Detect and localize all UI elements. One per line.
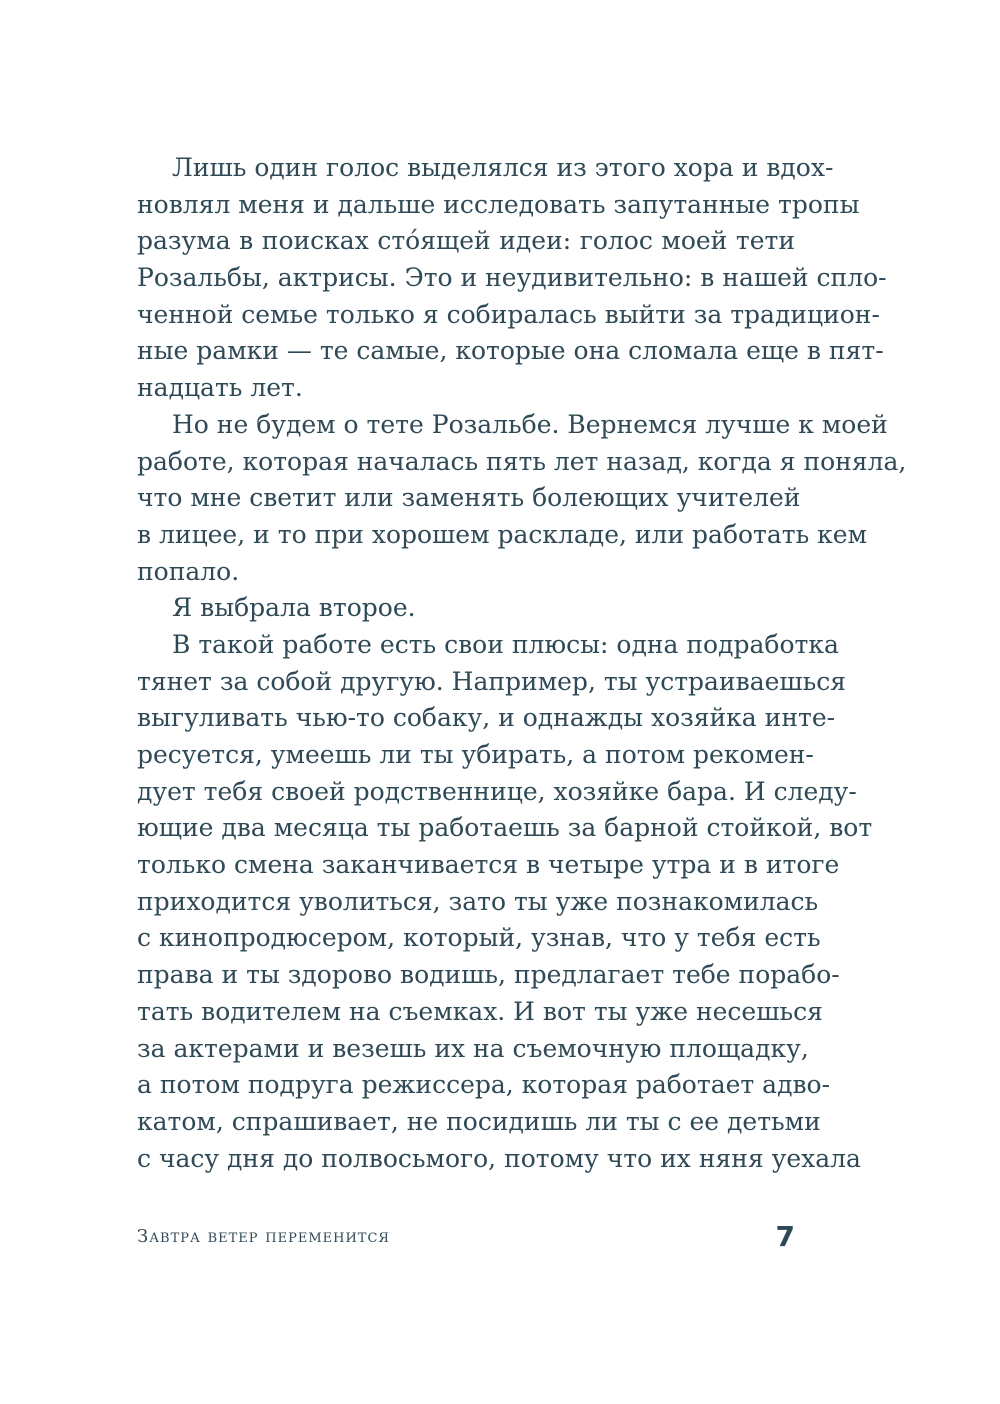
text-line: дует тебя своей родственнице, хозяйке бара. И следу- — [137, 776, 857, 806]
text-line: а потом подруга режиссера, которая работает адво- — [137, 1070, 831, 1100]
text-line: ные рамки — те самые, которые она сломала еще в пят- — [137, 336, 884, 366]
text-line: Лишь один голос выделялся из этого хора и вдох- — [172, 153, 834, 182]
text-line: катом, спрашивает, не посидишь ли ты с ее детьми — [137, 1106, 821, 1136]
text-line: в лицее, и то при хорошем раскладе, или работать кем — [137, 519, 868, 549]
text-line: Но не будем о тете Розальбе. Вернемся лучше к моей — [172, 409, 888, 439]
text-line: выгуливать чью-то собаку, и однажды хозяйка инте- — [137, 703, 836, 733]
text-line: Розальбы, актрисы. Это и неудивительно: в нашей спло- — [137, 263, 887, 293]
text-line: новлял меня и дальше исследовать запутанные тропы — [137, 189, 860, 219]
text-line: надцать лет. — [137, 373, 303, 403]
text-line: ресуется, умеешь ли ты убирать, а потом рекомен- — [137, 740, 814, 769]
text-line: попало. — [137, 556, 240, 586]
text-line: только смена заканчивается в четыре утра и в итоге — [137, 850, 840, 880]
text-line: Я выбрала второе. — [172, 593, 416, 623]
text-line: с часу дня до полвосьмого, потому что их няня уехала — [137, 1143, 861, 1173]
text-line: права и ты здорово водишь, предлагает тебе порабо- — [137, 960, 840, 990]
text-line: приходится уволиться, зато ты уже познакомилась — [137, 886, 819, 916]
running-title: Завтра ветер переменится — [137, 1226, 390, 1247]
page-footer — [137, 1222, 795, 1252]
text-line: работе, которая началась пять лет назад, когда я поняла, — [137, 446, 907, 476]
text-line: с кинопродюсером, который, узнав, что у тебя есть — [137, 923, 821, 953]
body-text — [137, 150, 907, 1177]
page-number: 7 — [775, 1220, 795, 1253]
text-line: ченной семье только я собиралась выйти за традицион- — [137, 299, 880, 329]
text-line: за актерами и везешь их на съемочную площадку, — [137, 1033, 809, 1063]
text-line: разума в поисках сто́ящей идеи: голос моей тети — [137, 226, 795, 256]
text-line: тать водителем на съемках. И вот ты уже несешься — [137, 996, 823, 1026]
text-line: ющие два месяца ты работаешь за барной стойкой, вот — [137, 813, 873, 843]
text-line: В такой работе есть свои плюсы: одна подработка — [172, 629, 839, 659]
text-line: что мне светит или заменять болеющих учителей — [137, 483, 801, 513]
text-line: тянет за собой другую. Например, ты устраиваешься — [137, 666, 847, 696]
